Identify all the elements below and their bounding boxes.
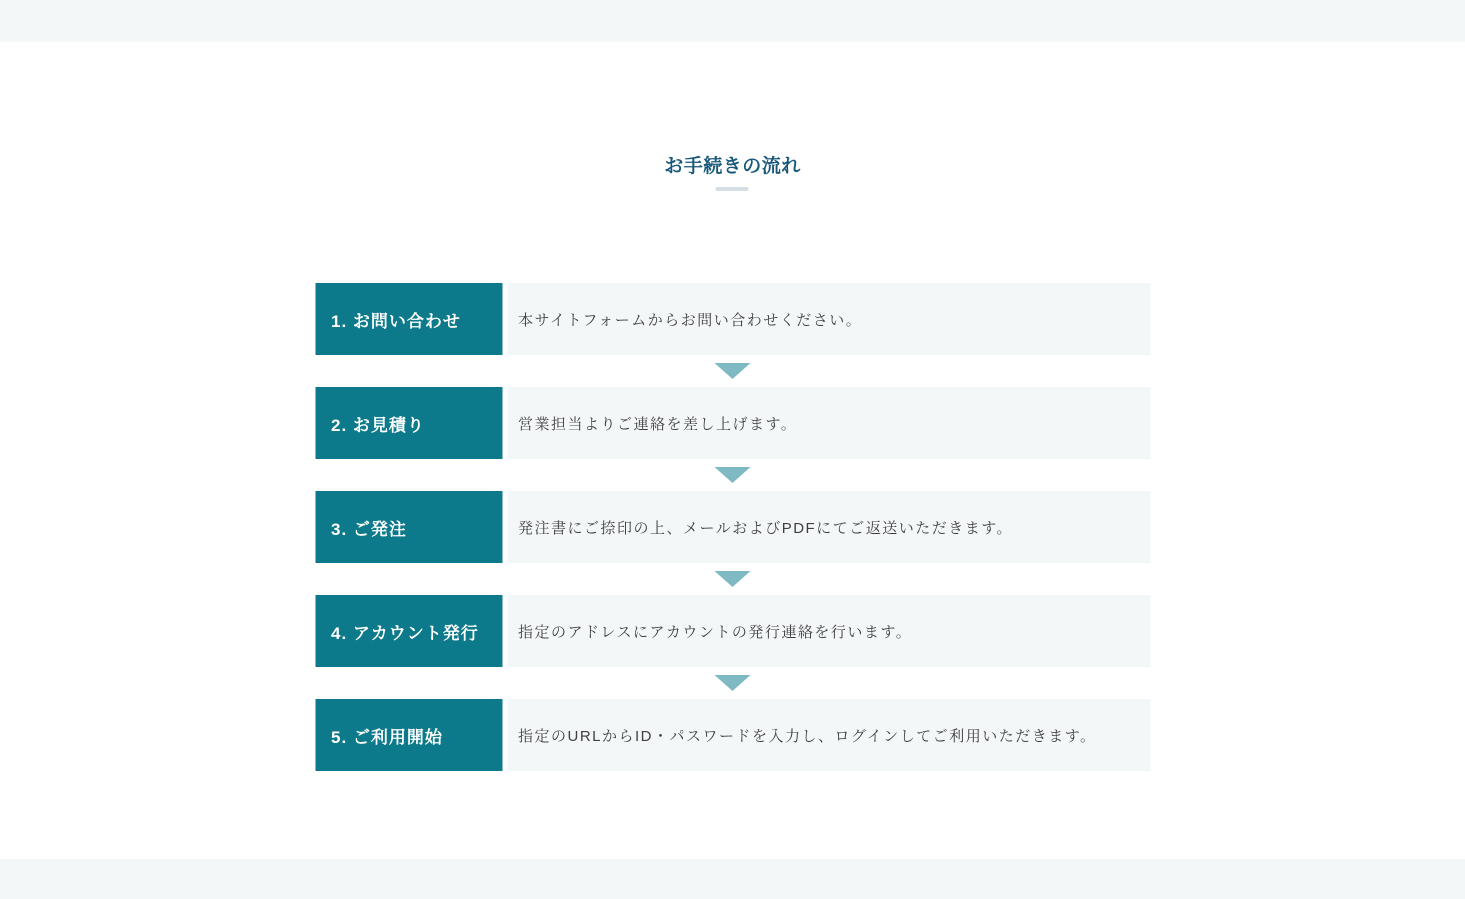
step-row — [315, 699, 1150, 771]
step-connector — [315, 459, 1150, 491]
section-title: お手続きの流れ — [664, 156, 801, 177]
arrow-down-icon — [715, 675, 751, 691]
step-connector — [315, 667, 1150, 699]
step-connector — [315, 563, 1150, 595]
step-label: 1. お問い合わせ — [315, 283, 502, 355]
step-description: 指定のURLからID・パスワードを入力し、ログインしてご利用いただきます。 — [507, 699, 1150, 771]
steps-list — [315, 283, 1150, 771]
step-label: 3. ご発注 — [315, 491, 502, 563]
arrow-down-icon — [715, 363, 751, 379]
step-row — [315, 491, 1150, 563]
step-connector — [315, 355, 1150, 387]
bottom-band — [0, 859, 1465, 899]
step-row — [315, 387, 1150, 459]
step-description: 発注書にご捺印の上、メールおよびPDFにてご返送いただきます。 — [507, 491, 1150, 563]
step-description: 営業担当よりご連絡を差し上げます。 — [507, 387, 1150, 459]
step-row — [315, 595, 1150, 667]
arrow-down-icon — [715, 571, 751, 587]
step-label: 2. お見積り — [315, 387, 502, 459]
arrow-down-icon — [715, 467, 751, 483]
step-label: 5. ご利用開始 — [315, 699, 502, 771]
step-label: 4. アカウント発行 — [315, 595, 502, 667]
procedure-flow-section — [315, 0, 1150, 899]
title-divider — [716, 187, 749, 191]
step-row — [315, 283, 1150, 355]
step-description: 指定のアドレスにアカウントの発行連絡を行います。 — [507, 595, 1150, 667]
step-description: 本サイトフォームからお問い合わせください。 — [507, 283, 1150, 355]
